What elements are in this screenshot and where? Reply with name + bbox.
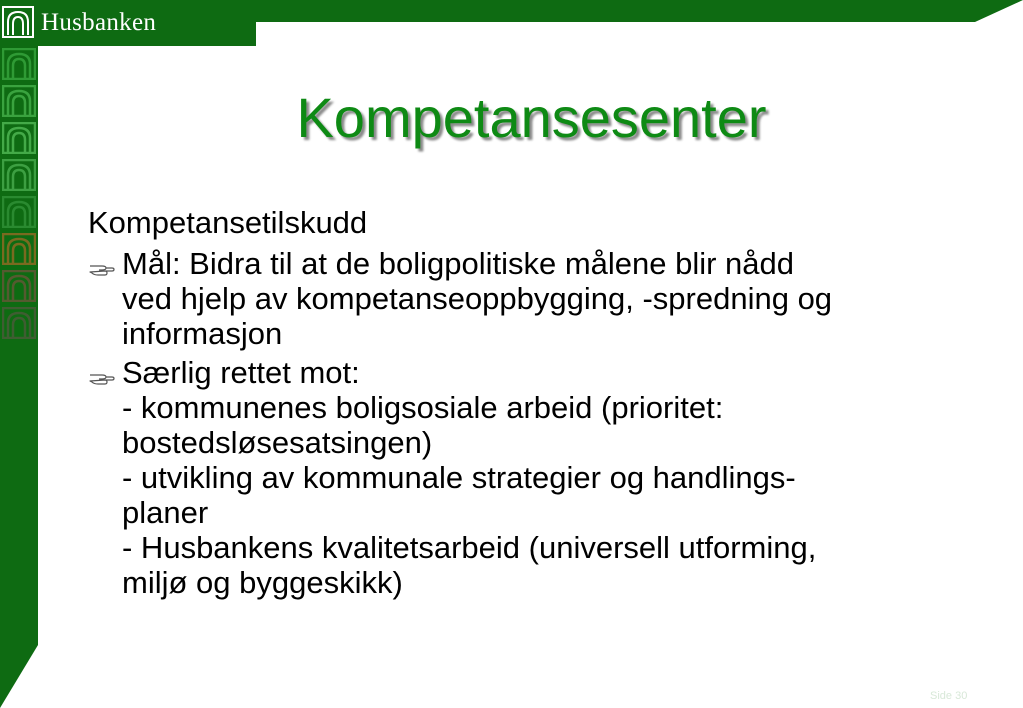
page-title: Kompetansesenter [296,86,767,149]
pointing-hand-icon [88,252,116,274]
bullet-text-line: bostedsløsesatsingen) [122,425,433,460]
bullet-text-line: miljø og byggeskikk) [122,565,403,600]
brand-header [0,0,256,46]
husbanken-arch-logo-icon [2,6,34,38]
bullet-text-line: Mål: Bidra til at de boligpolitiske målene blir nådd [122,246,795,281]
section-heading: Kompetansetilskudd [88,205,368,240]
bullet-text-line: Særlig rettet mot: [122,355,360,390]
bullet-text-line: - utvikling av kommunale strategier og handlings- [122,460,796,495]
husbanken-arch-icon [2,307,36,339]
husbanken-arch-icon [2,196,36,228]
bullet-text-line: ved hjelp av kompetanseoppbygging, -spredning og [122,281,833,316]
husbanken-arch-icon [2,233,36,265]
bullet-text-line: informasjon [122,316,283,351]
bullet-item [88,246,988,351]
bullet-text-line: - Husbankens kvalitetsarbeid (universell utforming, [122,530,817,565]
page-number: Side 30 [930,690,968,702]
husbanken-arch-icon [2,48,36,80]
husbanken-arch-icon [2,270,36,302]
bullet-item [88,355,988,600]
bullet-text-line: - kommunenes boligsosiale arbeid (prioritet: [122,390,724,425]
brand-name: Husbanken [41,9,157,36]
husbanken-arch-icon [2,159,36,191]
slide-content [88,205,988,604]
bullet-text-line: planer [122,495,209,530]
bullet-list [88,246,988,600]
pointing-hand-icon [88,361,116,383]
